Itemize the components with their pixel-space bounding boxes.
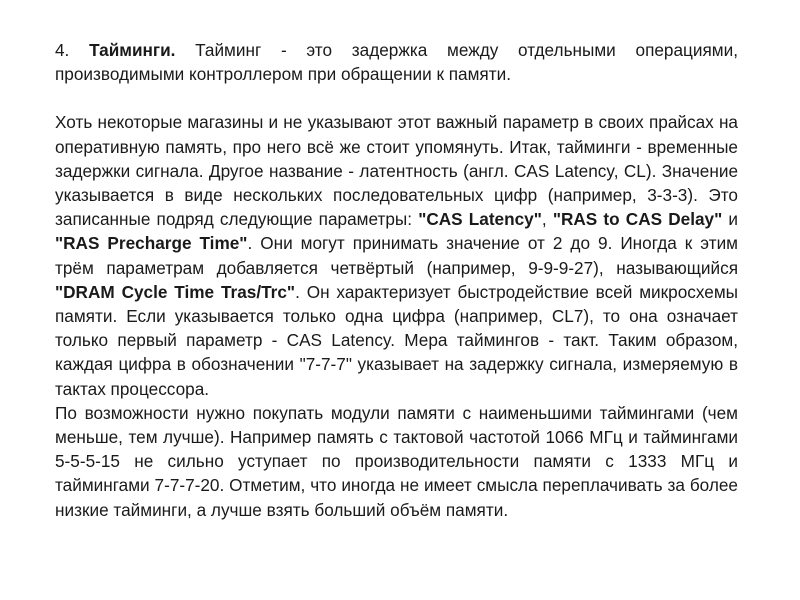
separator-comma: ,: [541, 209, 547, 230]
section-title: Тайминги.: [89, 40, 176, 60]
param-ras-to-cas-delay: "RAS to CAS Delay": [552, 209, 723, 230]
latency-text-2: . Они могут принимать значение от 2 до 9. Иногда к этим трём параметрам добавляется четвёртый (например, 9-9-9-27), называющийся: [55, 233, 738, 278]
document-body: [55, 38, 738, 522]
separator-and: и: [728, 209, 739, 230]
param-ras-precharge-time: "RAS Precharge Time": [55, 233, 248, 254]
advice-paragraph: По возможности нужно покупать модули памяти с наименьшими таймингами (чем меньше, тем лучше). Например память с тактовой частотой 1066 МГц и таймингами 5-5-5-15 не сильно уступает по производительности памяти с 1333 МГц и таймингами 7-7-7-20. Отметим, что иногда не имеет смысла переплачивать за более низкие тайминги, а лучше взять больший объём памяти.: [55, 402, 738, 520]
intro-text: Тайминг - это задержка между отдельными операциями, производимыми контроллером при обращении к памяти.: [55, 40, 738, 85]
latency-text-3: . Он характеризует быстродействие всей микросхемы памяти. Если указывается только одна цифра (например, CL7), то она означает только первый параметр - CAS Latency. Мера таймингов - такт. Таким образом, каждая цифра в обозначении "7-7-7" указывает на задержку сигнала, измеряемую в тактах процессора.: [55, 281, 738, 399]
latency-paragraph: [55, 110, 738, 400]
param-dram-cycle-time: "DRAM Cycle Time Tras/Trc": [55, 281, 296, 302]
paragraph-gap: [55, 86, 738, 110]
section-number: 4.: [55, 40, 70, 60]
latency-text-1: Хоть некоторые магазины и не указывают этот важный параметр в своих прайсах на оперативную память, про него всё же стоит упомянуть. Итак, тайминги - временные задержки сигнала. Другое название - латентность (англ. CAS Latency, CL). Значение указывается в виде нескольких последовательных цифр (например, 3-3-3). Это записанные подряд следующие параметры:: [55, 112, 738, 230]
intro-paragraph: [55, 38, 738, 86]
param-cas-latency: "CAS Latency": [418, 209, 542, 230]
